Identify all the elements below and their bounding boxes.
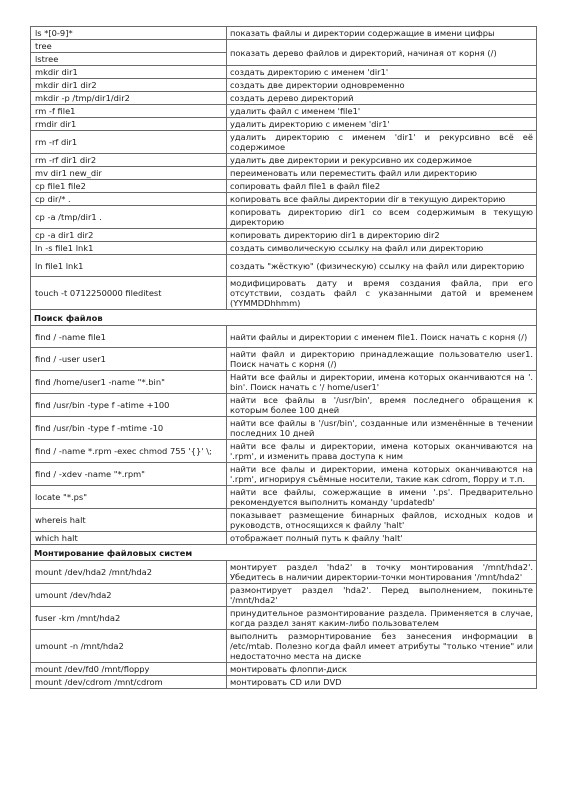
table-row [31, 27, 537, 40]
command-cell: mkdir dir1 dir2 [31, 79, 227, 92]
command-cell: cp dir/* . [31, 193, 227, 206]
command-cell: ln -s file1 lnk1 [31, 242, 227, 255]
description-cell: копировать директорию dir1 со всем содержимым в текущую директорию [227, 206, 537, 229]
description-cell: найти файлы и директории с именем file1. Поиск начать с корня (/) [227, 326, 537, 348]
table-row [31, 131, 537, 154]
description-cell: копировать все файлы директории dir в текущую директорию [227, 193, 537, 206]
command-cell: whereis halt [31, 509, 227, 532]
command-cell: find /usr/bin -type f -mtime -10 [31, 417, 227, 440]
table-row [31, 206, 537, 229]
command-table-body [31, 27, 537, 689]
table-row [31, 154, 537, 167]
document-page [30, 26, 536, 689]
table-row [31, 676, 537, 689]
command-cell: find / -name file1 [31, 326, 227, 348]
section-title: Поиск файлов [31, 310, 537, 326]
table-row [31, 167, 537, 180]
description-cell: найти все файлы, сожержащие в имени '.ps'. Предварительно рекомендуется выполнить команду 'updatedb' [227, 486, 537, 509]
description-cell: переименовать или переместить файл или директорию [227, 167, 537, 180]
command-cell: find /home/user1 -name "*.bin" [31, 371, 227, 394]
description-cell: модифицировать дату и время создания файла, при его отсутствии, создать файл с указанными датой и временем (YYMMDDhhmm) [227, 277, 537, 310]
table-row [31, 193, 537, 206]
command-cell: find /usr/bin -type f -atime +100 [31, 394, 227, 417]
section-header-row [31, 545, 537, 561]
description-cell: показать дерево файлов и директорий, начиная от корня (/) [227, 40, 537, 66]
table-row [31, 326, 537, 348]
description-cell: создать дерево директорий [227, 92, 537, 105]
description-cell: отображает полный путь к файлу 'halt' [227, 532, 537, 545]
command-cell: rmdir dir1 [31, 118, 227, 131]
section-header-row [31, 310, 537, 326]
description-cell: Найти все файлы и директории, имена которых оканчиваются на '. bin'. Поиск начать с '/ home/user1' [227, 371, 537, 394]
table-row [31, 584, 537, 607]
section-title: Монтирование файловых систем [31, 545, 537, 561]
command-cell: find / -xdev -name "*.rpm" [31, 463, 227, 486]
description-cell: создать символическую ссылку на файл или директорию [227, 242, 537, 255]
command-cell: find / -name *.rpm -exec chmod 755 '{}' \; [31, 440, 227, 463]
description-cell: найти все файлы в '/usr/bin', время последнего обращения к которым более 100 дней [227, 394, 537, 417]
command-cell: ls *[0-9]* [31, 27, 227, 40]
command-cell: locate "*.ps" [31, 486, 227, 509]
description-cell: создать "жёсткую" (физическую) ссылку на файл или директорию [227, 255, 537, 277]
table-row [31, 486, 537, 509]
description-cell: копировать директорию dir1 в директорию dir2 [227, 229, 537, 242]
description-cell: показывает размещение бинарных файлов, исходных кодов и руководств, относящихся к файлу 'halt' [227, 509, 537, 532]
table-row [31, 242, 537, 255]
table-row [31, 371, 537, 394]
description-cell: создать директорию с именем 'dir1' [227, 66, 537, 79]
table-row [31, 607, 537, 630]
command-table [30, 26, 537, 689]
table-row [31, 40, 537, 53]
description-cell: найти все фалы и директории, имена которых оканчиваются на '.rpm', игнорируя съёмные носители, такие как cdrom, floppy и т.п. [227, 463, 537, 486]
command-cell: rm -f file1 [31, 105, 227, 118]
table-row [31, 463, 537, 486]
description-cell: удалить директорию с именем 'dir1' и рекурсивно всё её содержимое [227, 131, 537, 154]
table-row [31, 118, 537, 131]
description-cell: найти файл и директорию принадлежащие пользователю user1. Поиск начать с корня (/) [227, 348, 537, 371]
command-cell: tree [31, 40, 227, 53]
command-cell: touch -t 0712250000 fileditest [31, 277, 227, 310]
table-row [31, 417, 537, 440]
table-row [31, 394, 537, 417]
command-cell: umount /dev/hda2 [31, 584, 227, 607]
command-cell: rm -rf dir1 dir2 [31, 154, 227, 167]
command-cell: mount /dev/hda2 /mnt/hda2 [31, 561, 227, 584]
table-row [31, 255, 537, 277]
table-row [31, 440, 537, 463]
command-cell: rm -rf dir1 [31, 131, 227, 154]
command-cell: mkdir dir1 [31, 66, 227, 79]
command-cell: which halt [31, 532, 227, 545]
table-row [31, 79, 537, 92]
command-cell: mount /dev/fd0 /mnt/floppy [31, 663, 227, 676]
description-cell: удалить файл с именем 'file1' [227, 105, 537, 118]
description-cell: монтировать CD или DVD [227, 676, 537, 689]
description-cell: удалить две директории и рекурсивно их содержимое [227, 154, 537, 167]
description-cell: выполнить разморнтирование без занесения информации в /etc/mtab. Полезно когда файл имеет атрибуты "только чтение" или недостаточно места на диске [227, 630, 537, 663]
description-cell: принудительное размонтирование раздела. Применяется в случае, когда раздел занят каким-либо пользователем [227, 607, 537, 630]
description-cell: создать две директории одновременно [227, 79, 537, 92]
table-row [31, 348, 537, 371]
table-row [31, 229, 537, 242]
command-cell: mount /dev/cdrom /mnt/cdrom [31, 676, 227, 689]
command-cell: cp -a /tmp/dir1 . [31, 206, 227, 229]
command-cell: cp -a dir1 dir2 [31, 229, 227, 242]
command-cell: mv dir1 new_dir [31, 167, 227, 180]
command-cell: umount -n /mnt/hda2 [31, 630, 227, 663]
description-cell: размонтирует раздел 'hda2'. Перед выполнением, покиньте '/mnt/hda2' [227, 584, 537, 607]
description-cell: найти все фалы и директории, имена которых оканчиваются на '.rpm', и изменить права доступа к ним [227, 440, 537, 463]
description-cell: найти все файлы в '/usr/bin', созданные или изменённые в течении последних 10 дней [227, 417, 537, 440]
table-row [31, 561, 537, 584]
command-cell: find / -user user1 [31, 348, 227, 371]
table-row [31, 180, 537, 193]
command-cell: ln file1 lnk1 [31, 255, 227, 277]
command-cell: fuser -km /mnt/hda2 [31, 607, 227, 630]
description-cell: удалить директорию с именем 'dir1' [227, 118, 537, 131]
description-cell: показать файлы и директории содержащие в имени цифры [227, 27, 537, 40]
command-cell: mkdir -p /tmp/dir1/dir2 [31, 92, 227, 105]
table-row [31, 66, 537, 79]
table-row [31, 509, 537, 532]
description-cell: монтировать флоппи-диск [227, 663, 537, 676]
table-row [31, 663, 537, 676]
table-row [31, 105, 537, 118]
command-cell: cp file1 file2 [31, 180, 227, 193]
table-row [31, 532, 537, 545]
description-cell: монтирует раздел 'hda2' в точку монтирования '/mnt/hda2'. Убедитесь в наличии директории-точки монтирования '/mnt/hda2' [227, 561, 537, 584]
table-row [31, 277, 537, 310]
command-cell: lstree [31, 53, 227, 66]
table-row [31, 92, 537, 105]
description-cell: сопировать файл file1 в файл file2 [227, 180, 537, 193]
table-row [31, 630, 537, 663]
